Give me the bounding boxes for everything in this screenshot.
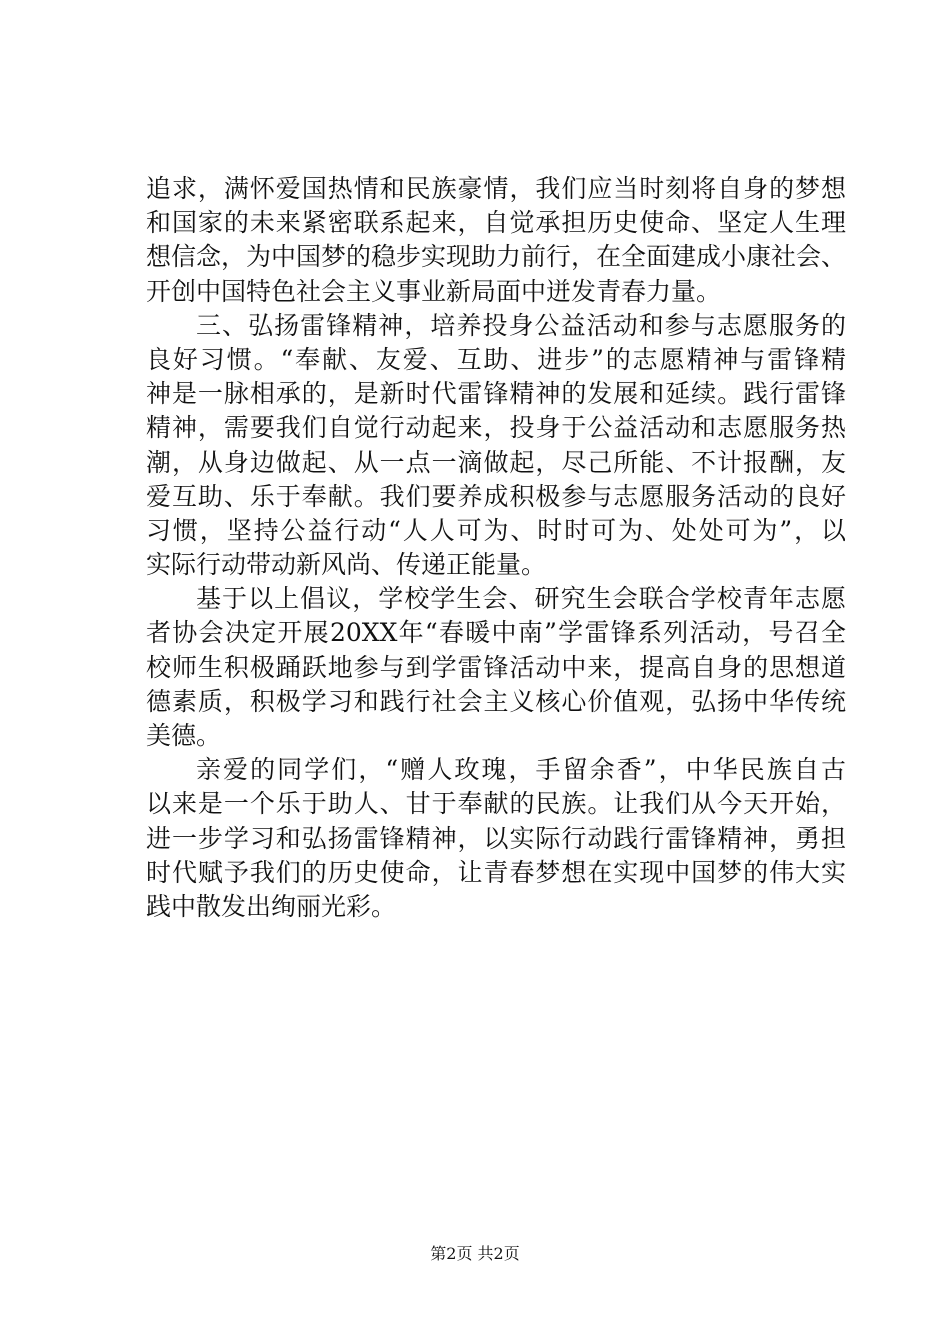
paragraph-closing [146, 753, 846, 924]
text-line: 三、弘扬雷锋精神，培养投身公益活动和参与志愿服务的 [196, 310, 846, 340]
paragraph-section-three [146, 309, 846, 583]
text-line: 践中散发出绚丽光彩。 [146, 891, 397, 921]
text-line: 实际行动带动新风尚、传递正能量。 [146, 550, 547, 580]
text-line: 神是一脉相承的，是新时代雷锋精神的发展和延续。践行雷锋 [146, 379, 846, 409]
text-line: 者协会决定开展20XX年“春暖中南”学雷锋系列活动，号召全 [146, 618, 846, 648]
text-line: 开创中国特色社会主义事业新局面中迸发青春力量。 [146, 276, 722, 306]
text-line: 追求，满怀爱国热情和民族豪情，我们应当时刻将自身的梦想 [146, 174, 846, 203]
text-line: 进一步学习和弘扬雷锋精神，以实际行动践行雷锋精神，勇担 [146, 823, 846, 853]
text-line: 精神，需要我们自觉行动起来，投身于公益活动和志愿服务热 [146, 413, 846, 443]
text-line: 习惯，坚持公益行动“人人可为、时时可为、处处可为”，以 [146, 515, 846, 545]
text-line: 校师生积极踊跃地参与到学雷锋活动中来，提高自身的思想道 [146, 652, 846, 682]
text-line: 基于以上倡议，学校学生会、研究生会联合学校青年志愿 [196, 584, 846, 614]
text-line: 以来是一个乐于助人、甘于奉献的民族。让我们从今天开始， [146, 789, 846, 819]
text-line: 良好习惯。“奉献、友爱、互助、进步”的志愿精神与雷锋精 [146, 344, 846, 374]
text-line: 想信念，为中国梦的稳步实现助力前行，在全面建成小康社会、 [146, 242, 847, 272]
text-line: 德素质，积极学习和践行社会主义核心价值观，弘扬中华传统 [146, 686, 846, 716]
text-line: 时代赋予我们的历史使命，让青春梦想在实现中国梦的伟大实 [146, 857, 846, 887]
text-line: 和国家的未来紧密联系起来，自觉承担历史使命、坚定人生理 [146, 208, 846, 238]
paragraph-continuation [146, 172, 846, 309]
text-line: 爱互助、乐于奉献。我们要养成积极参与志愿服务活动的良好 [146, 481, 846, 511]
text-line: 美德。 [146, 721, 222, 750]
text-line: 亲爱的同学们，“赠人玫瑰，手留余香”，中华民族自古 [196, 755, 846, 785]
document-body [146, 172, 846, 924]
page-number-footer: 第2页 共2页 [430, 1244, 520, 1263]
paragraph-activity [146, 582, 846, 753]
text-line: 潮，从身边做起、从一点一滴做起，尽己所能、不计报酬，友 [146, 447, 846, 477]
